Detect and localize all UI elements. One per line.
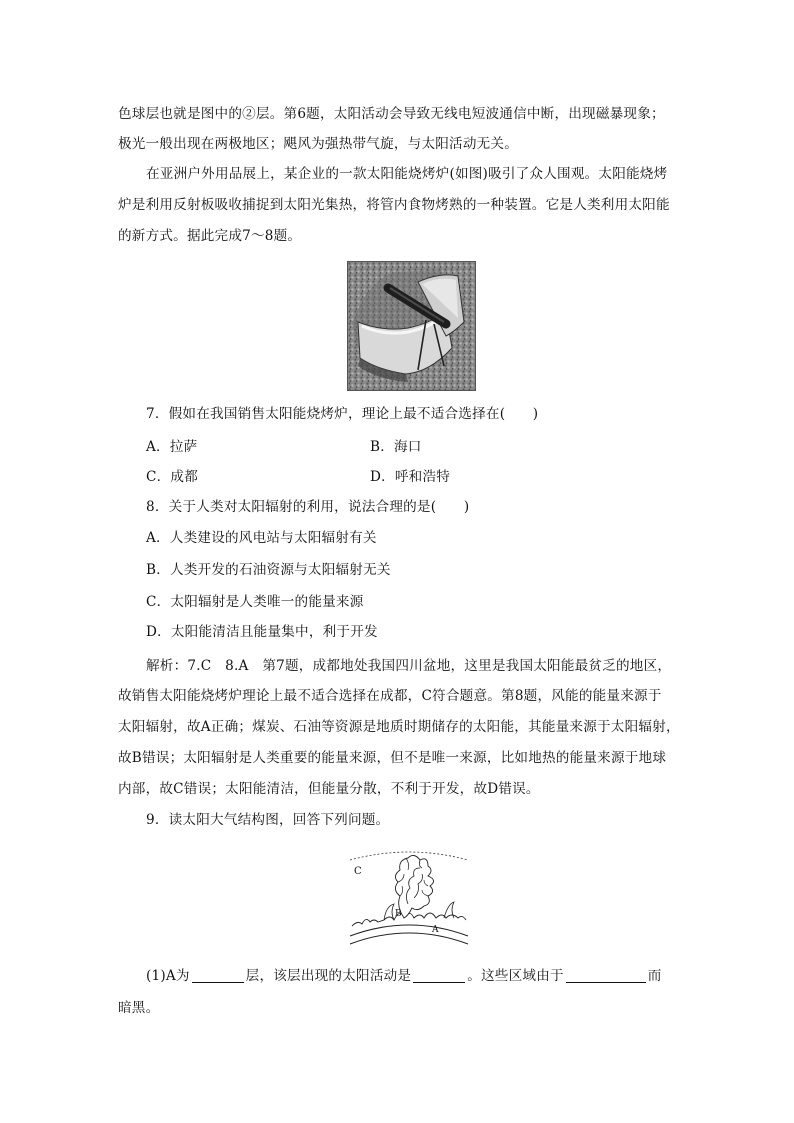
question-8-option-a: A．人类建设的风电站与太阳辐射有关 (146, 530, 377, 546)
answer-blank-2[interactable] (413, 968, 465, 983)
diagram-label-b: B (395, 909, 402, 919)
analysis-line-4: 故B错误；太阳辐射是人类重要的能量来源，但不是唯一来源，比如地热的能量来源于地球 (118, 750, 667, 766)
question-7-option-b: B．海口 (370, 439, 422, 455)
analysis-line-1: 解析：7.C 8.A 第7题，成都地处我国四川盆地，这里是我国太阳能最贫乏的地区， (146, 658, 672, 674)
solar-grill-photo (347, 261, 476, 391)
question-7-option-d: D．呼和浩特 (370, 469, 451, 485)
analysis-line-2: 故销售太阳能烧烤炉理论上最不适合选择在成都，C符合题意。第8题，风能的能量来源于 (118, 688, 662, 704)
sub1-text-4: 而 (647, 968, 662, 984)
solar-atmosphere-diagram (348, 846, 470, 948)
paragraph-2-line-3: 的新方式。据此完成7～8题。 (118, 228, 302, 244)
paragraph-1-line-2: 极光一般出现在两极地区；飓风为强热带气旋，与太阳活动无关。 (118, 136, 519, 152)
diagram-label-c: C (354, 866, 362, 877)
paragraph-2-line-1: 在亚洲户外用品展上，某企业的一款太阳能烧烤炉(如图)吸引了众人围观。太阳能烧烤 (146, 166, 668, 182)
sub1-text-2: 层，该层出现的太阳活动是 (245, 968, 412, 984)
paragraph-2-line-2: 炉是利用反射板吸收捕捉到太阳光集热，将管内食物烤熟的一种装置。它是人类利用太阳能 (118, 197, 670, 213)
question-9-stem: 9．读太阳大气结构图，回答下列问题。 (146, 812, 390, 828)
question-7-option-c: C．成都 (146, 469, 198, 485)
analysis-line-5: 内部，故C错误；太阳能清洁，但能量分散，不利于开发，故D错误。 (118, 781, 540, 797)
sub1-text-1: (1)A为 (146, 968, 190, 984)
answer-blank-3[interactable] (566, 968, 646, 983)
question-9-sub1-line-2: 暗黑。 (118, 1000, 160, 1016)
question-7-stem: 7．假如在我国销售太阳能烧烤炉，理论上最不适合选择在( ) (146, 406, 539, 422)
question-7-option-a: A．拉萨 (146, 439, 198, 455)
paragraph-1-line-1: 色球层也就是图中的②层。第6题，太阳活动会导致无线电短波通信中断，出现磁暴现象； (118, 106, 665, 122)
sub1-text-3: 。这些区域由于 (467, 968, 564, 984)
answer-blank-1[interactable] (192, 968, 244, 983)
question-8-option-d: D．太阳能清洁且能量集中，利于开发 (146, 624, 378, 640)
question-8-option-b: B．人类开发的石油资源与太阳辐射无关 (146, 562, 391, 578)
question-8-option-c: C．太阳辐射是人类唯一的能量来源 (146, 594, 364, 610)
question-8-stem: 8．关于人类对太阳辐射的利用，说法合理的是( ) (146, 499, 470, 515)
analysis-line-3: 太阳辐射，故A正确；煤炭、石油等资源是地质时期储存的太阳能，其能量来源于太阳辐射， (118, 719, 680, 735)
question-9-sub1-line-1 (146, 966, 706, 986)
diagram-label-a: A (432, 925, 439, 935)
